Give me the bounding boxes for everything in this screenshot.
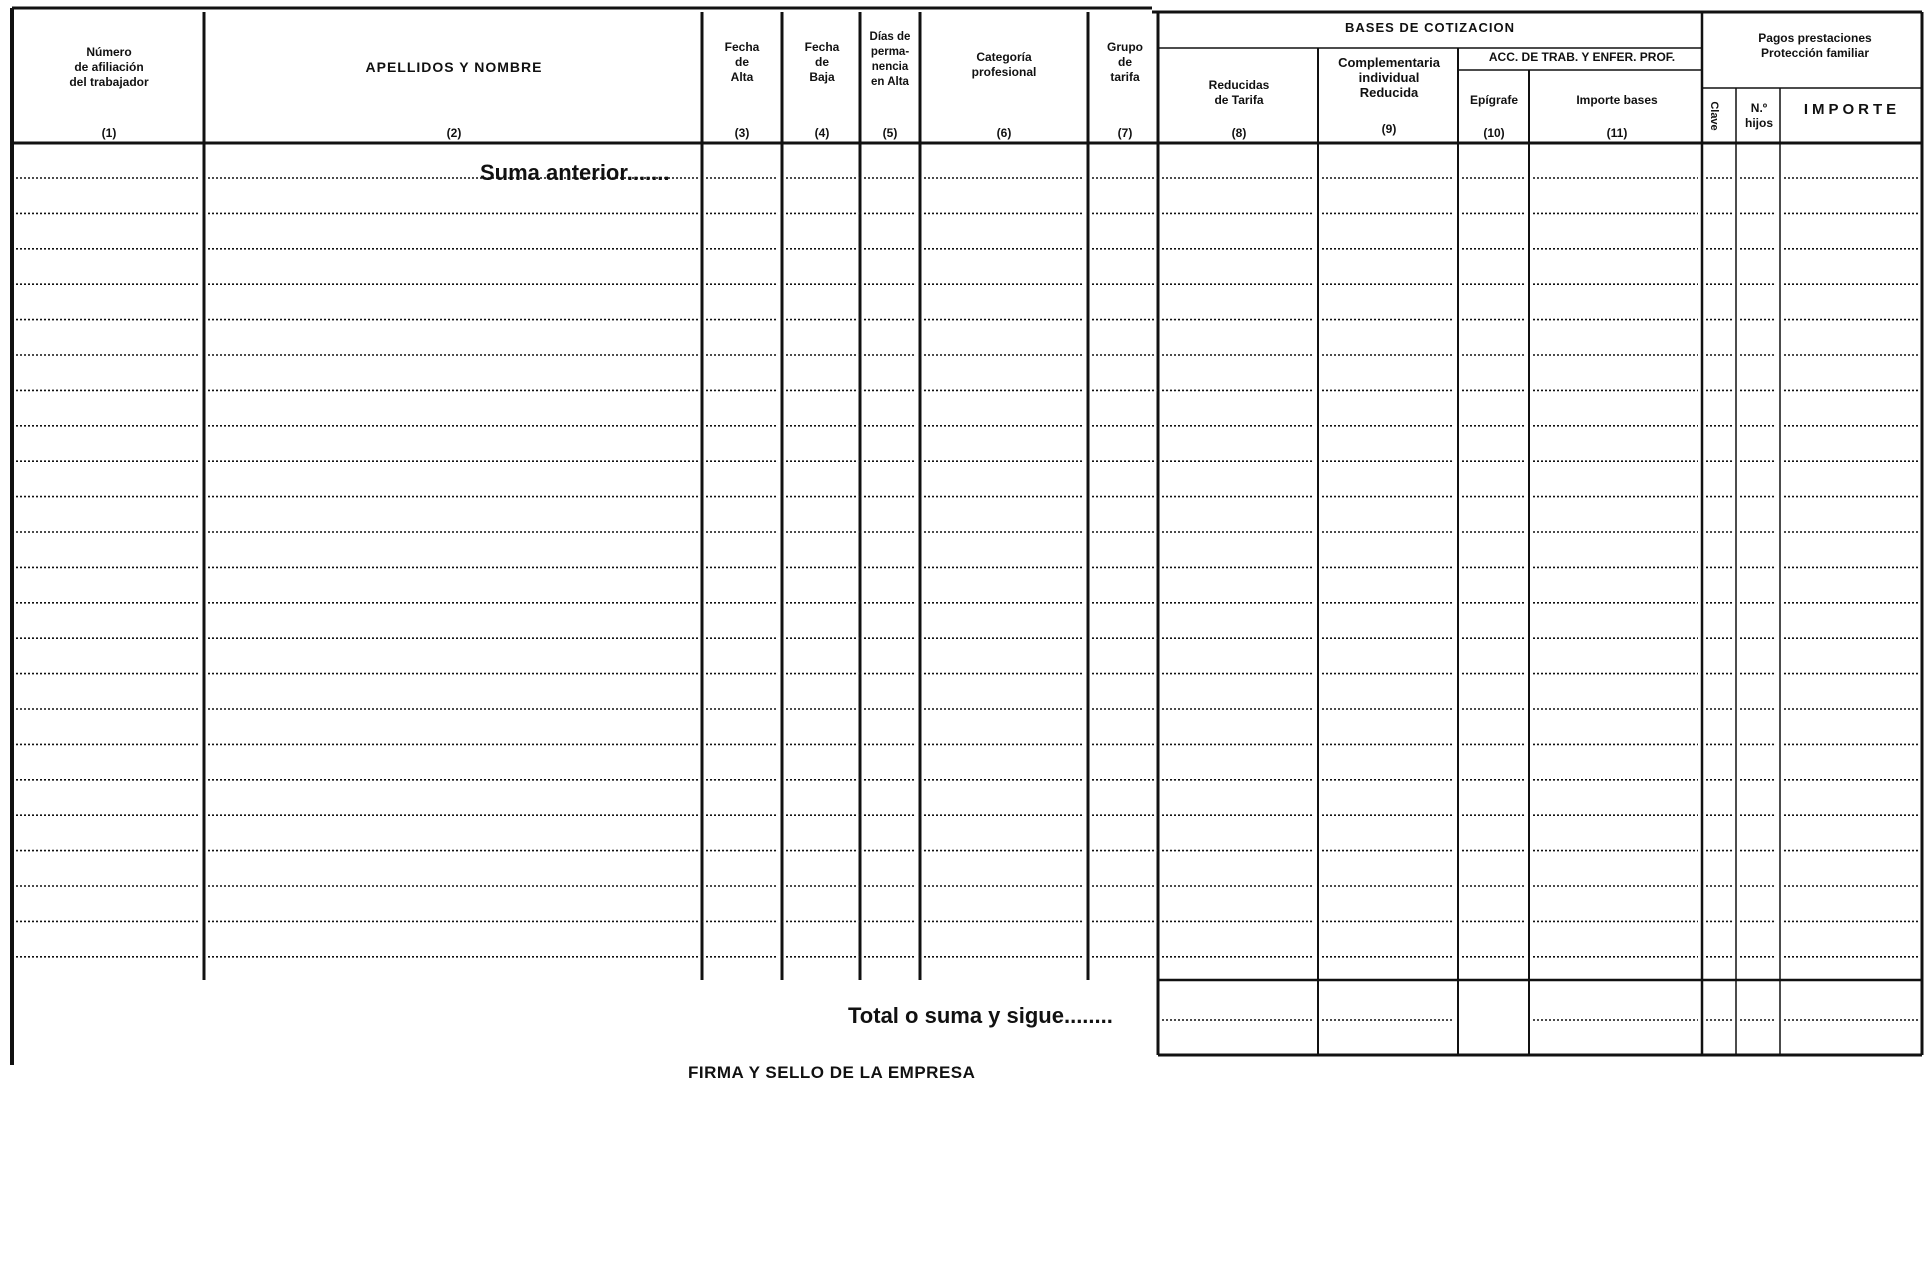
header-contribution-bases: BASES DE COTIZACION: [1345, 20, 1515, 35]
column-number-10: (10): [1483, 126, 1505, 140]
header-work-accidents: ACC. DE TRAB. Y ENFER. PROF.: [1488, 50, 1676, 64]
company-signature-seal: FIRMA Y SELLO DE LA EMPRESA: [688, 1063, 976, 1082]
previous-sum-label: Suma anterior.......: [480, 160, 670, 185]
column-number-6: (6): [996, 126, 1012, 140]
column-number-3: (3): [734, 126, 750, 140]
header-children-count: N.º hijos: [1744, 101, 1773, 130]
header-end-date: Fecha de Baja: [804, 40, 840, 84]
header-affiliation-number: Número de afiliación del trabajador: [69, 45, 149, 89]
column-number-9: (9): [1381, 122, 1397, 136]
header-key: Clave: [1708, 101, 1720, 131]
column-number-8: (8): [1231, 126, 1247, 140]
header-start-date: Fecha de Alta: [724, 40, 760, 84]
column-number-1: (1): [101, 126, 117, 140]
column-number-4: (4): [814, 126, 830, 140]
header-full-name: APELLIDOS Y NOMBRE: [365, 59, 543, 75]
header-days-active: Días de perma- nencia en Alta: [869, 31, 911, 88]
header-reduced-tariff: Reducidas de Tarifa: [1208, 78, 1270, 107]
column-number-11: (11): [1606, 126, 1628, 140]
column-number-7: (7): [1117, 126, 1133, 140]
header-complementary: Complementaria individual Reducida: [1338, 55, 1440, 100]
column-number-5: (5): [882, 126, 898, 140]
total-carry-forward-label: Total o suma y sigue........: [848, 1003, 1113, 1028]
header-amount: IMPORTE: [1803, 101, 1901, 118]
header-professional-category: Categoría profesional: [971, 50, 1037, 79]
header-family-benefits: Pagos prestaciones Protección familiar: [1758, 31, 1872, 60]
header-epigraph: Epígrafe: [1469, 93, 1518, 107]
column-number-2: (2): [446, 126, 462, 140]
header-bases-amount: Importe bases: [1576, 93, 1658, 107]
header-tariff-group: Grupo de tarifa: [1107, 40, 1143, 84]
